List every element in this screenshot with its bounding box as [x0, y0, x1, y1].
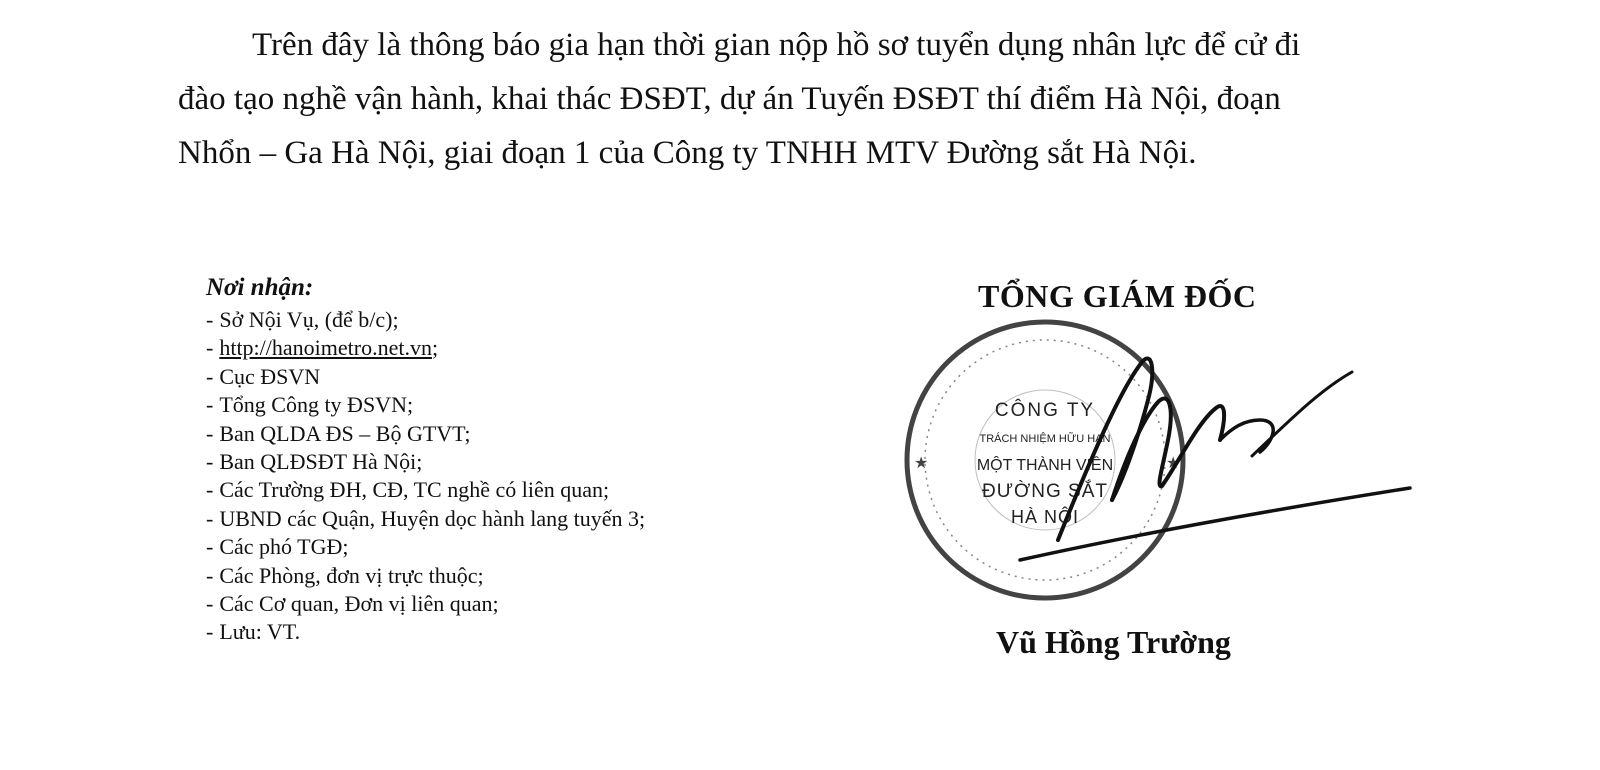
list-dash: -: [206, 591, 214, 617]
recipient-suffix: ;: [431, 335, 439, 361]
recipients-heading: Nơi nhận:: [206, 274, 314, 301]
list-dash: -: [206, 619, 214, 645]
list-dash: -: [206, 562, 214, 588]
recipient-text: Sở Nội Vụ, (để b/c);: [219, 307, 399, 332]
recipient-item: [206, 363, 826, 391]
recipient-item: [206, 391, 826, 419]
recipient-item: [206, 618, 826, 646]
paragraph-line-1: Trên đây là thông báo gia hạn thời gian nộp hồ sơ tuyển dụng nhân lực để cử đi: [252, 27, 1301, 63]
recipient-item: [206, 334, 826, 362]
signer-name: Vũ Hồng Trường: [996, 624, 1231, 660]
recipient-text: Ban QLĐSĐT Hà Nội;: [219, 449, 423, 475]
list-dash: -: [206, 477, 214, 503]
recipient-text: Ban QLDA ĐS – Bộ GTVT;: [219, 420, 471, 446]
stamp-line: ĐƯỜNG SẮT: [982, 481, 1108, 502]
signature-block: [880, 270, 1440, 690]
recipient-item: [206, 562, 826, 590]
paragraph-line-2: đào tạo nghề vận hành, khai thác ĐSĐT, dự án Tuyến ĐSĐT thí điểm Hà Nội, đoạn: [178, 81, 1281, 117]
recipient-item: [206, 505, 826, 533]
recipient-item: [206, 476, 826, 504]
stamp-line: CÔNG TY: [994, 400, 1096, 421]
list-dash: -: [206, 420, 214, 446]
list-dash: -: [206, 392, 214, 418]
list-dash: -: [206, 335, 214, 361]
svg-text:★: ★: [1166, 455, 1181, 472]
recipient-item: [206, 590, 826, 618]
recipients-list: [206, 306, 826, 647]
list-dash: -: [206, 534, 214, 560]
list-dash: -: [206, 307, 214, 332]
recipients-block: [206, 272, 826, 647]
recipient-text: Các phó TGĐ;: [219, 534, 349, 560]
website-link[interactable]: http://hanoimetro.net.vn: [219, 335, 432, 361]
list-dash: -: [206, 363, 214, 389]
recipient-item: [206, 533, 826, 561]
recipient-text: Các Trường ĐH, CĐ, TC nghề có liên quan;: [219, 477, 610, 503]
list-dash: -: [206, 505, 214, 531]
closing-paragraph: [178, 18, 1438, 180]
stamp-line: TRÁCH NHIỆM HỮU HẠN: [979, 433, 1111, 445]
recipient-text: Các Cơ quan, Đơn vị liên quan;: [219, 591, 499, 617]
recipient-text: Cục ĐSVN: [219, 363, 321, 389]
recipient-item: [206, 306, 826, 334]
recipient-item: [206, 420, 826, 448]
recipient-text: UBND các Quận, Huyện dọc hành lang tuyến 3;: [219, 505, 646, 531]
recipient-text: Các Phòng, đơn vị trực thuộc;: [219, 562, 484, 588]
paragraph-line-3: Nhổn – Ga Hà Nội, giai đoạn 1 của Công ty TNHH MTV Đường sắt Hà Nội.: [178, 135, 1197, 171]
signer-title: TỔNG GIÁM ĐỐC: [978, 278, 1257, 314]
stamp-line: HÀ NỘI: [1010, 507, 1080, 527]
list-dash: -: [206, 449, 214, 475]
svg-text:★: ★: [914, 455, 929, 472]
recipient-item: [206, 448, 826, 476]
recipient-text: Tổng Công ty ĐSVN;: [219, 392, 414, 418]
recipient-text: Lưu: VT.: [219, 619, 301, 645]
stamp-line: MỘT THÀNH VIÊN: [976, 457, 1114, 474]
official-seal-icon: [880, 310, 1440, 620]
